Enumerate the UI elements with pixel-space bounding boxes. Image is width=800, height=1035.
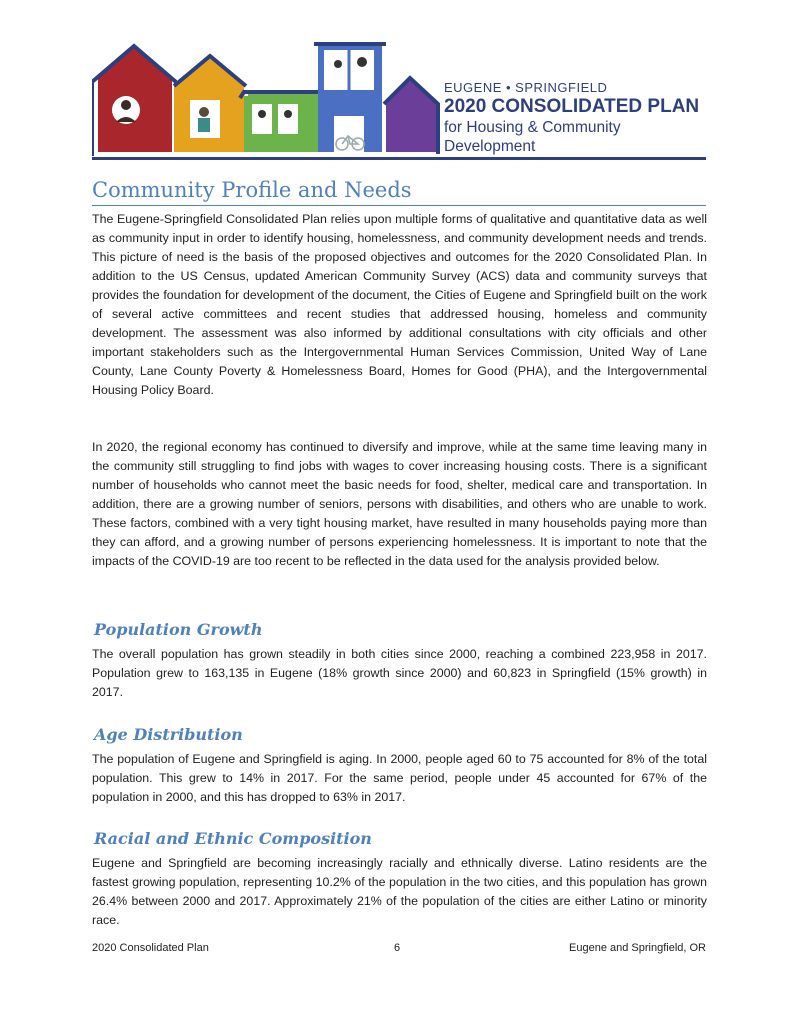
section-text-racial-ethnic: Eugene and Springfield are becoming increasingly racially and ethnically diverse. Latino residents are the fastest growing population, representing 10.2% of the population in the two cities, and this population has grown 26.4% between 2000 and 2017. Approximately 21% of the population of the cities are either Latino or minority race. xyxy=(92,856,707,927)
intro-paragraph-2: In 2020, the regional economy has continued to diversify and improve, while at the same time leaving many in the community still struggling to find jobs with wages to cover increasing housing costs. There is a significant number of households who cannot meet the basic needs for food, shelter, medical care and transportation. In addition, there are a growing number of seniors, persons with disabilities, and others who are unable to work. These factors, combined with a very tight housing market, have resulted in many households paying more than they can afford, and a growing number of persons experiencing homelessness. It is important to note that the impacts of the COVID-19 are too recent to be reflected in the data used for the analysis provided below. xyxy=(92,440,707,568)
page-title: Community Profile and Needs xyxy=(92,176,706,206)
header-banner xyxy=(92,40,710,162)
section-text-population-growth: The overall population has grown steadily in both cities since 2000, reaching a combined 223,958 in 2017. Population grew to 163,135 in Eugene (18% growth since 2000) and 60,823 in Springfield (15% growth) in 2017. xyxy=(92,647,707,699)
section-text-age-distribution: The population of Eugene and Springfield is aging. In 2000, people aged 60 to 75 accounted for 8% of the total population. This grew to 14% in 2017. For the same period, people under 45 accounted for 67% of the population in 2000, and this has dropped to 63% in 2017. xyxy=(92,752,707,804)
footer-left: 2020 Consolidated Plan xyxy=(92,942,209,954)
section-heading-population-growth: Population Growth xyxy=(94,620,263,639)
footer-page-number: 6 xyxy=(394,942,401,954)
section-heading-racial-ethnic: Racial and Ethnic Composition xyxy=(94,829,372,848)
purple-house-icon xyxy=(386,80,436,152)
footer-right: Eugene and Springfield, OR xyxy=(569,942,706,954)
brand-cities: EUGENE • SPRINGFIELD xyxy=(444,80,608,95)
section-heading-age-distribution: Age Distribution xyxy=(94,725,243,744)
plan-brand xyxy=(444,80,710,156)
intro-paragraph-1: The Eugene-Springfield Consolidated Plan relies upon multiple forms of qualitative and quantitative data as well as community input in order to identify housing, homelessness, and community development needs and trends. This picture of need is the basis of the proposed objectives and outcomes for the 2020 Consolidated Plan. In addition to the US Census, updated American Community Survey (ACS) data and community surveys that provides the foundation for development of the document, the Cities of Eugene and Springfield built on the work of several active committees and recent studies that addressed housing, homeless and community development. The assessment was also informed by additional consultations with city officials and other important stakeholders such as the Intergovernmental Human Services Commission, United Way of Lane County, Lane County Poverty & Homelessness Board, Homes for Good (PHA), and the Intergovernmental Housing Policy Board. xyxy=(92,212,707,397)
brand-plan-title: 2020 CONSOLIDATED PLAN xyxy=(444,96,700,117)
header-rule xyxy=(92,157,706,160)
brand-subtitle: for Housing & Community Development xyxy=(444,119,621,155)
houses-illustration xyxy=(92,40,442,158)
